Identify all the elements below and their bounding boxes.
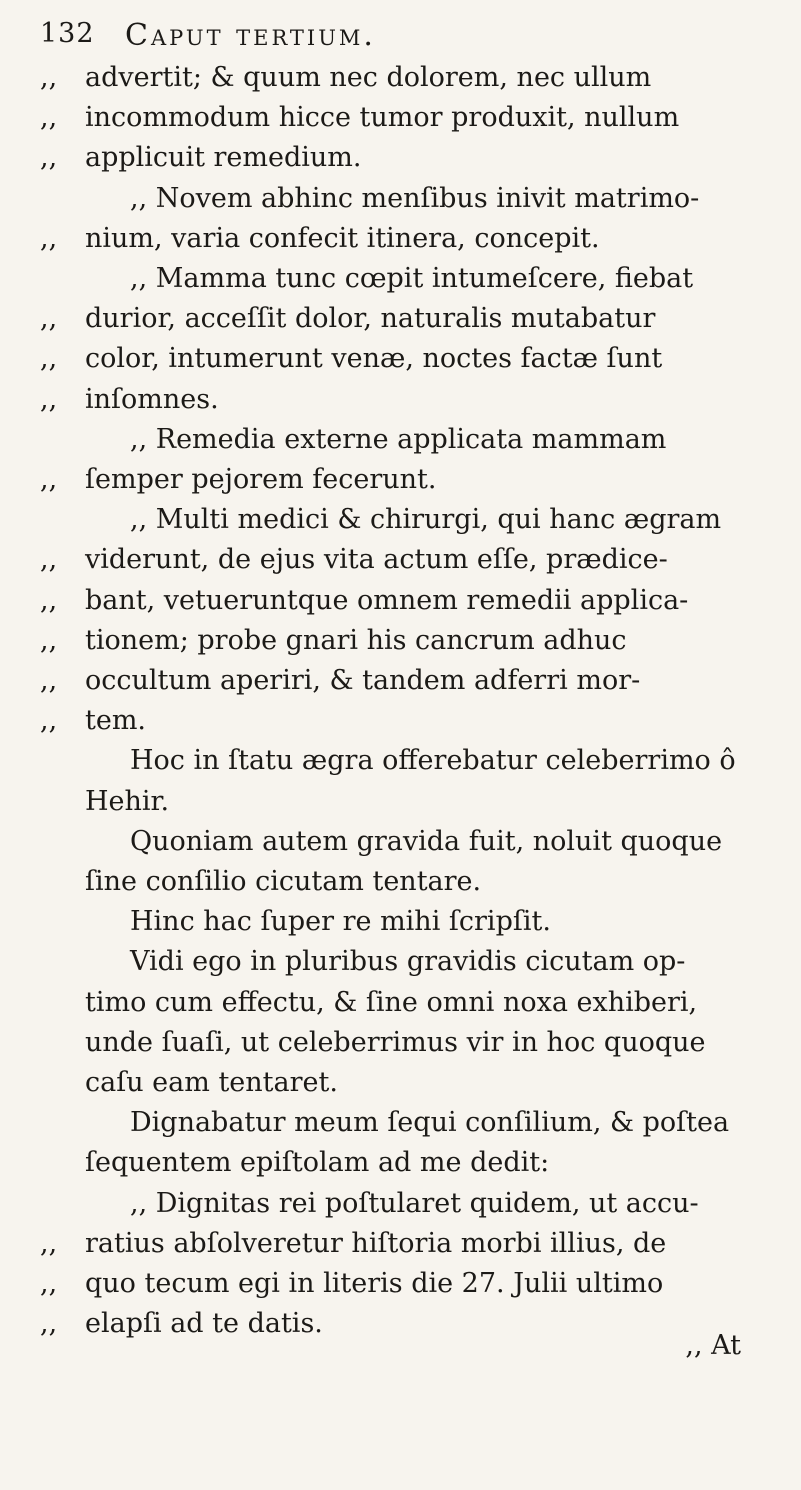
quote-mark: ,,: [40, 1227, 58, 1259]
line-text: Dignabatur meum ſequi conſilium, & poſtea: [130, 1107, 730, 1139]
quote-mark: ,,: [40, 544, 58, 576]
line-text: Quoniam autem gravida fuit, noluit quoque: [130, 825, 723, 857]
line-text: inſomnes.: [85, 383, 219, 415]
text-line: [40, 1186, 785, 1222]
line-text: Hehir.: [85, 785, 170, 817]
text-line: [40, 542, 785, 578]
text-line: [40, 100, 785, 136]
line-text: quo tecum egi in literis die 27. Julii ultimo: [85, 1268, 664, 1299]
quote-mark: ,,: [40, 464, 58, 495]
text-line: [40, 1145, 785, 1181]
quote-mark: ,,: [40, 665, 58, 696]
line-text: tionem; probe gnari his cancrum adhuc: [85, 624, 627, 656]
line-text: ratius abſolveretur hiſtoria morbi illius, de: [85, 1227, 667, 1259]
text-line: [40, 784, 785, 820]
text-line: [40, 502, 785, 538]
text-line: [40, 1025, 785, 1061]
quote-mark: ,,: [40, 1268, 58, 1299]
quote-mark: ,,: [40, 705, 58, 737]
line-text: nium, varia confecit itinera, concepit.: [85, 222, 600, 254]
line-text: ſine conſilio cicutam tentare.: [85, 866, 482, 897]
text-line: [40, 904, 785, 940]
line-text: Hoc in ſtatu ægra offerebatur celeberrimo ô: [130, 745, 736, 777]
line-text: incommodum hicce tumor produxit, nullum: [85, 102, 680, 134]
quote-mark: ,,: [40, 624, 58, 656]
text-line: [40, 301, 785, 337]
text-line: [40, 824, 785, 860]
running-head: Caput tertium.: [125, 18, 376, 53]
quote-mark: ,,: [40, 62, 58, 93]
catchword: ,, At: [685, 1330, 741, 1361]
line-text: durior, acceſſit dolor, naturalis mutabatur: [85, 303, 656, 335]
line-text: Vidi ego in pluribus gravidis cicutam op-: [130, 946, 686, 978]
line-text: color, intumerunt venæ, noctes factæ ſunt: [85, 343, 663, 375]
quote-mark: ,,: [40, 303, 58, 335]
text-line: [40, 944, 785, 980]
quote-mark: ,,: [40, 142, 58, 174]
text-line: [40, 623, 785, 659]
line-text: ,, Dignitas rei poſtularet quidem, ut accu-: [130, 1187, 699, 1219]
line-text: advertit; & quum nec dolorem, nec ullum: [85, 62, 652, 93]
line-text: ,, Mamma tunc cœpit intumeſcere, fiebat: [130, 263, 694, 294]
line-text: bant, vetueruntque omnem remedii applica-: [85, 584, 689, 616]
quote-mark: ,,: [40, 584, 58, 616]
line-text: elapſi ad te datis.: [85, 1308, 323, 1340]
line-text: ſequentem epiſtolam ad me dedit:: [85, 1147, 550, 1179]
text-line: [40, 1266, 785, 1302]
line-text: viderunt, de ejus vita actum eſſe, prædice-: [85, 544, 668, 576]
text-line: [40, 583, 785, 619]
line-text: ,, Novem abhinc menſibus inivit matrimo-: [130, 182, 700, 214]
line-text: applicuit remedium.: [85, 142, 362, 174]
line-text: unde ſuaſi, ut celeberrimus vir in hoc quoque: [85, 1026, 706, 1058]
text-line: [40, 382, 785, 418]
text-line: [40, 743, 785, 779]
line-text: caſu eam tentaret.: [85, 1067, 338, 1098]
text-line: [40, 221, 785, 257]
quote-mark: ,,: [40, 222, 58, 254]
line-text: Hinc hac ſuper re mihi ſcripſit.: [130, 906, 551, 938]
line-text: timo cum effectu, & ſine omni noxa exhiberi,: [85, 986, 698, 1018]
text-line: [40, 1065, 785, 1101]
quote-mark: ,,: [40, 383, 58, 415]
line-text: ,, Multi medici & chirurgi, qui hanc ægram: [130, 504, 722, 536]
line-text: occultum aperiri, & tandem adferri mor-: [85, 665, 641, 696]
text-line: [40, 422, 785, 458]
text-line: [40, 60, 785, 96]
line-text: ſemper pejorem fecerunt.: [85, 464, 437, 495]
line-text: ,, Remedia externe applicata mammam: [130, 423, 667, 455]
text-line: [40, 663, 785, 699]
text-line: [40, 462, 785, 498]
text-line: [40, 985, 785, 1021]
text-line: [40, 1105, 785, 1141]
text-line: [40, 864, 785, 900]
quote-mark: ,,: [40, 102, 58, 134]
page-number: 132: [40, 18, 95, 49]
quote-mark: ,,: [40, 1308, 58, 1340]
text-line: [40, 140, 785, 176]
text-line: [40, 261, 785, 297]
line-text: tem.: [85, 705, 147, 737]
quote-mark: ,,: [40, 343, 58, 375]
text-line: [40, 1306, 785, 1342]
text-line: [40, 181, 785, 217]
text-line: [40, 703, 785, 739]
text-line: [40, 341, 785, 377]
text-line: [40, 1226, 785, 1262]
